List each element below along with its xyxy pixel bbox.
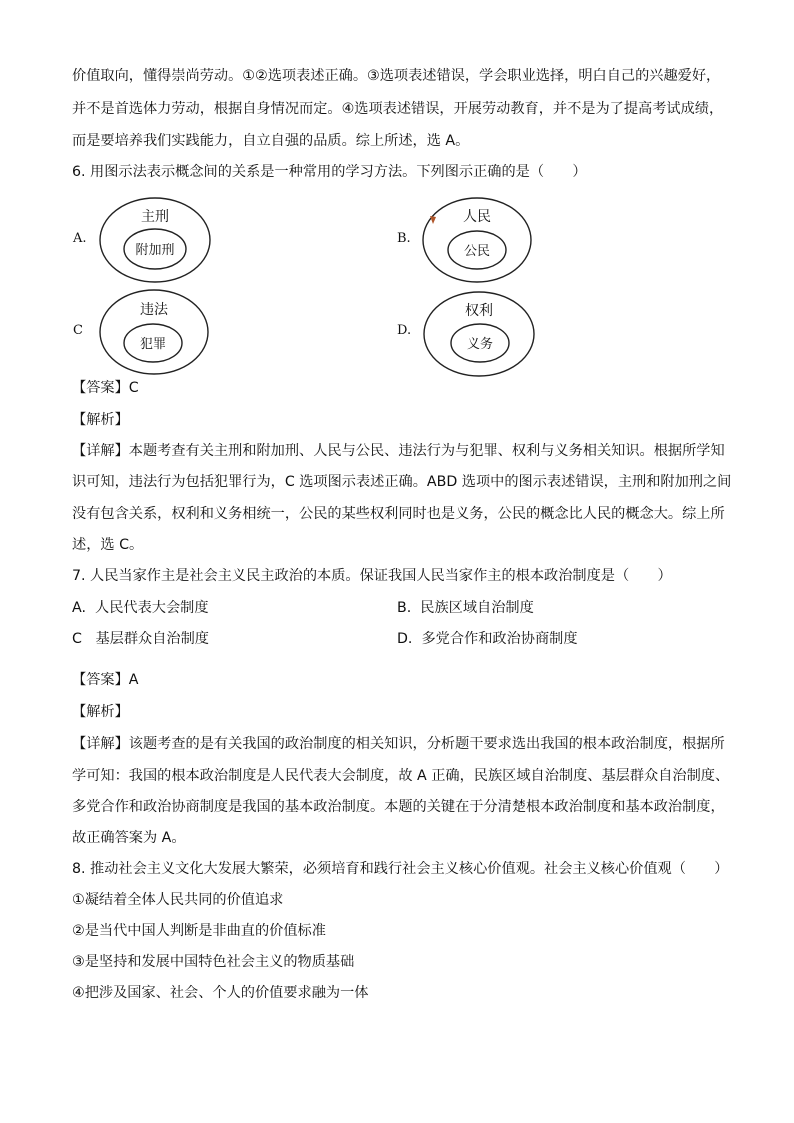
q7-option-b: [397, 598, 534, 618]
q6-diagram-b: [420, 196, 534, 288]
q6-stem: 6. 用图示法表示概念间的关系是一种常用的学习方法。下列图示正确的是（ ）: [72, 164, 587, 180]
q7-option-a: [72, 598, 209, 618]
intro-line-3: 而是要培养我们实践能力，自立自强的品质。综上所述，选 A。: [72, 133, 470, 149]
q7-option-c: [72, 629, 209, 649]
q7-detail-line-2: 学可知：我国的根本政治制度是人民代表大会制度，故 A 正确，民族区域自治制度、基层群众自治制度、: [72, 768, 730, 784]
q7-option-d: [397, 629, 578, 649]
q6-option-c-label: C: [73, 323, 83, 338]
q6-answer: 【答案】C: [72, 380, 139, 396]
q6-a-outer: 主刑: [141, 209, 169, 225]
intro-line-2: 并不是首选体力劳动，根据自身情况而定。④选项表述错误，开展劳动教育，并不是为了提高考试成绩，: [72, 101, 724, 117]
q6-d-outer: 权利: [465, 303, 493, 319]
q6-a-inner: 附加刑: [135, 243, 175, 258]
q7-detail-line-3: 多党合作和政治协商制度是我国的基本政治制度。本题的关键在于分清楚根本政治制度和基本政治制度，: [72, 799, 725, 815]
q6-option-a-label: A.: [73, 231, 87, 246]
q6-diagram-c: [98, 288, 210, 380]
q6-option-d-label: D.: [397, 323, 412, 338]
q7-option-c-text: 基层群众自治制度: [95, 631, 209, 647]
q6-d-inner: 义务: [466, 337, 494, 352]
q7-option-c-label: C: [72, 631, 82, 647]
q7-detail-line-1: 【详解】该题考查的是有关我国的政治制度的相关知识，分析题干要求选出我国的根本政治制度，根据所: [72, 736, 725, 752]
q6-detail-line-2: 识可知，违法行为包括犯罪行为，C 选项图示表述正确。ABD 选项中的图示表述错误，主刑和附加刑之间: [72, 474, 732, 490]
q8-item-3: ③是坚持和发展中国特色社会主义的物质基础: [72, 954, 355, 970]
q6-detail-line-3: 没有包含关系，权利和义务相统一，公民的某些权利同时也是义务，公民的概念比人民的概念大。综上所: [72, 506, 725, 522]
marker-dot-icon: [430, 216, 436, 224]
q8-stem: 8. 推动社会主义文化大发展大繁荣，必须培育和践行社会主义核心价值观。社会主义核心价值观（ ）: [72, 861, 729, 877]
q7-option-a-label: A.: [72, 600, 86, 616]
q6-detail-line-4: 述，选 C。: [72, 537, 144, 553]
q6-diagram-d: [422, 290, 536, 382]
q7-stem: 7. 人民当家作主是社会主义民主政治的本质。保证我国人民当家作主的根本政治制度是（ ）: [72, 568, 672, 584]
q8-item-4: ④把涉及国家、社会、个人的价值要求融为一体: [72, 985, 369, 1001]
q7-option-a-text: 人民代表大会制度: [95, 600, 209, 616]
q6-analysis-title: 【解析】: [72, 412, 129, 428]
q7-option-b-text: 民族区域自治制度: [420, 600, 534, 616]
q7-detail-line-4: 故正确答案为 A。: [72, 830, 186, 846]
q6-c-inner: 犯罪: [139, 337, 167, 352]
q7-analysis-title: 【解析】: [72, 704, 129, 720]
q6-b-inner: 公民: [463, 244, 491, 259]
q6-option-b-label: B.: [397, 231, 411, 246]
q6-diagram-a: [98, 196, 212, 288]
q6-detail-line-1: 【详解】本题考查有关主刑和附加刑、人民与公民、违法行为与犯罪、权利与义务相关知识。根据所学知: [72, 443, 725, 459]
q7-option-d-label: D.: [397, 631, 413, 647]
q7-option-b-label: B.: [397, 600, 412, 616]
q8-item-2: ②是当代中国人判断是非曲直的价值标准: [72, 923, 326, 939]
q7-answer: 【答案】A: [72, 672, 139, 688]
q6-c-outer: 违法: [140, 302, 168, 318]
q7-option-d-text: 多党合作和政治协商制度: [421, 631, 578, 647]
intro-line-1: 价值取向，懂得崇尚劳动。①②选项表述正确。③选项表述错误，学会职业选择，明白自己的兴趣爱好，: [72, 68, 721, 84]
q8-item-1: ①凝结着全体人民共同的价值追求: [72, 892, 284, 908]
q6-b-outer: 人民: [463, 209, 491, 225]
